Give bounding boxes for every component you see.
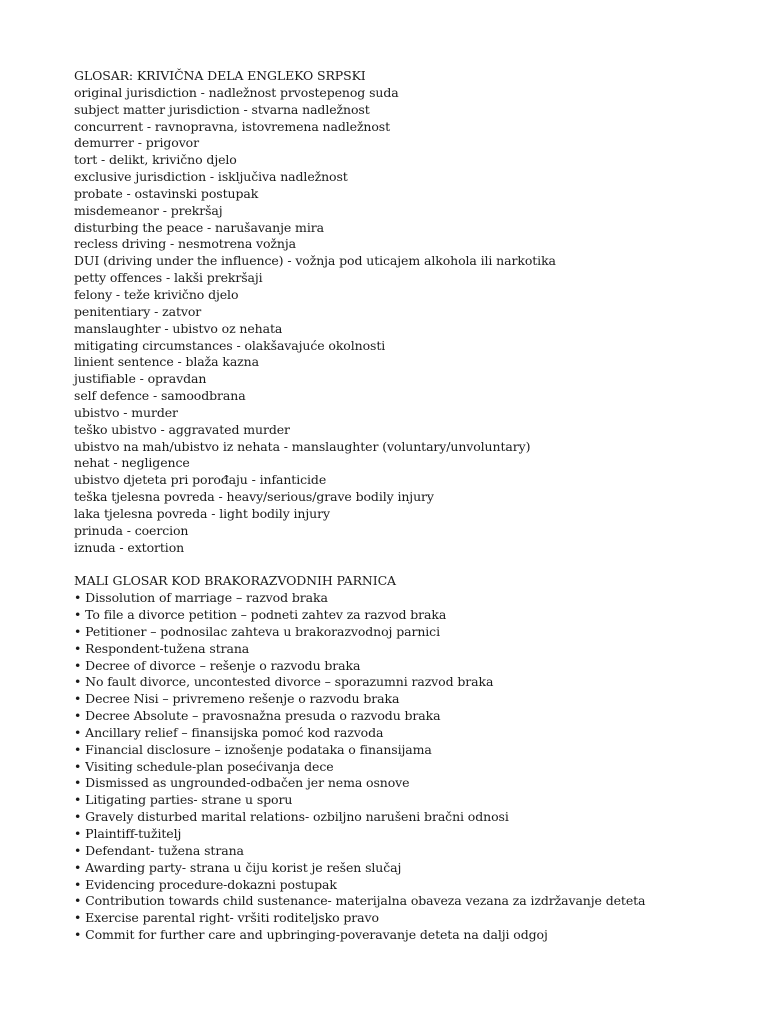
document-page xyxy=(74,68,754,944)
bullet-item: • Petitioner – podnosilac zahteva u brakorazvodnoj parnici xyxy=(74,623,440,639)
bullet-item: • Respondent-tužena strana xyxy=(74,640,250,656)
glossary-entry: ubistvo na mah/ubistvo iz nehata - manslaughter (voluntary/unvoluntary) xyxy=(74,438,531,454)
glossary-entry: justifiable - opravdan xyxy=(74,371,207,387)
glossary-entry: probate - ostavinski postupak xyxy=(74,185,259,201)
glossary-entry: iznuda - extortion xyxy=(74,539,185,555)
section-spacer xyxy=(74,556,754,573)
divorce-glossary xyxy=(74,573,754,944)
bullet-item: • Ancillary relief – finansijska pomoć kod razvoda xyxy=(74,724,384,740)
bullet-item: • Gravely disturbed marital relations- ozbiljno narušeni bračni odnosi xyxy=(74,809,509,825)
glossary-entry: concurrent - ravnopravna, istovremena nadležnost xyxy=(74,118,391,134)
bullet-item: • Plaintiff-tužitelj xyxy=(74,825,182,841)
glossary-entry: laka tjelesna povreda - light bodily injury xyxy=(74,505,330,521)
glossary-entry: demurrer - prigovor xyxy=(74,135,199,151)
bullet-item: • Evidencing procedure-dokazni postupak xyxy=(74,876,337,892)
glossary-entry: nehat - negligence xyxy=(74,455,190,471)
glossary-entry: manslaughter - ubistvo oz nehata xyxy=(74,320,283,336)
glossary-entry: ubistvo - murder xyxy=(74,404,178,420)
glossary-title: MALI GLOSAR KOD BRAKORAZVODNIH PARNICA xyxy=(74,573,396,589)
glossary-bullet-list xyxy=(74,590,754,944)
glossary-entry: mitigating circumstances - olakšavajuće okolnosti xyxy=(74,337,386,353)
bullet-item: • Visiting schedule-plan posećivanja dece xyxy=(74,758,334,774)
glossary-entry: subject matter jurisdiction - stvarna nadležnost xyxy=(74,101,370,117)
glossary-title: GLOSAR: KRIVIČNA DELA ENGLEKO SRPSKI xyxy=(74,68,366,83)
glossary-entry: original jurisdiction - nadležnost prvostepenog suda xyxy=(74,84,399,100)
glossary-entry: ubistvo djeteta pri porođaju - infanticide xyxy=(74,472,327,488)
bullet-item: • Contribution towards child sustenance- materijalna obaveza vezana za izdržavanje deteta xyxy=(74,893,646,909)
bullet-item: • Commit for further care and upbringing-poveravanje deteta na dalji odgoj xyxy=(74,927,548,943)
glossary-entry: prinuda - coercion xyxy=(74,522,189,538)
bullet-item: • Financial disclosure – iznošenje podataka o finansijama xyxy=(74,741,432,757)
glossary-entry: recless driving - nesmotrena vožnja xyxy=(74,236,296,252)
bullet-item: • No fault divorce, uncontested divorce – sporazumni razvod braka xyxy=(74,674,494,690)
bullet-item: • Exercise parental right- vršiti roditeljsko pravo xyxy=(74,910,379,926)
glossary-entry: penitentiary - zatvor xyxy=(74,303,202,319)
bullet-item: • Defendant- tužena strana xyxy=(74,842,244,858)
glossary-entry: felony - teže krivično djelo xyxy=(74,286,239,302)
glossary-entry: DUI (driving under the influence) - vožnja pod uticajem alkohola ili narkotika xyxy=(74,253,556,269)
glossary-entry: linient sentence - blaža kazna xyxy=(74,354,259,370)
glossary-entry: teška tjelesna povreda - heavy/serious/grave bodily injury xyxy=(74,489,434,505)
bullet-item: • Decree Absolute – pravosnažna presuda o razvodu braka xyxy=(74,708,441,724)
glossary-entry: petty offences - lakši prekršaji xyxy=(74,270,263,286)
glossary-entries xyxy=(74,85,754,557)
bullet-item: • Dismissed as ungrounded-odbačen jer nema osnove xyxy=(74,775,410,791)
glossary-entry: self defence - samoodbrana xyxy=(74,388,246,404)
glossary-entry: disturbing the peace - narušavanje mira xyxy=(74,219,324,235)
criminal-law-glossary xyxy=(74,68,754,556)
glossary-entry: exclusive jurisdiction - isključiva nadležnost xyxy=(74,169,348,185)
bullet-item: • Decree of divorce – rešenje o razvodu braka xyxy=(74,657,361,673)
bullet-item: • Decree Nisi – privremeno rešenje o razvodu braka xyxy=(74,691,400,707)
bullet-item: • Awarding party- strana u čiju korist je rešen slučaj xyxy=(74,859,402,875)
glossary-entry: tort - delikt, krivično djelo xyxy=(74,152,237,168)
bullet-item: • Dissolution of marriage – razvod braka xyxy=(74,590,328,606)
bullet-item: • To file a divorce petition – podneti zahtev za razvod braka xyxy=(74,607,447,622)
bullet-item: • Litigating parties- strane u sporu xyxy=(74,792,293,808)
glossary-entry: teško ubistvo - aggravated murder xyxy=(74,421,290,437)
glossary-entry: misdemeanor - prekršaj xyxy=(74,202,223,218)
